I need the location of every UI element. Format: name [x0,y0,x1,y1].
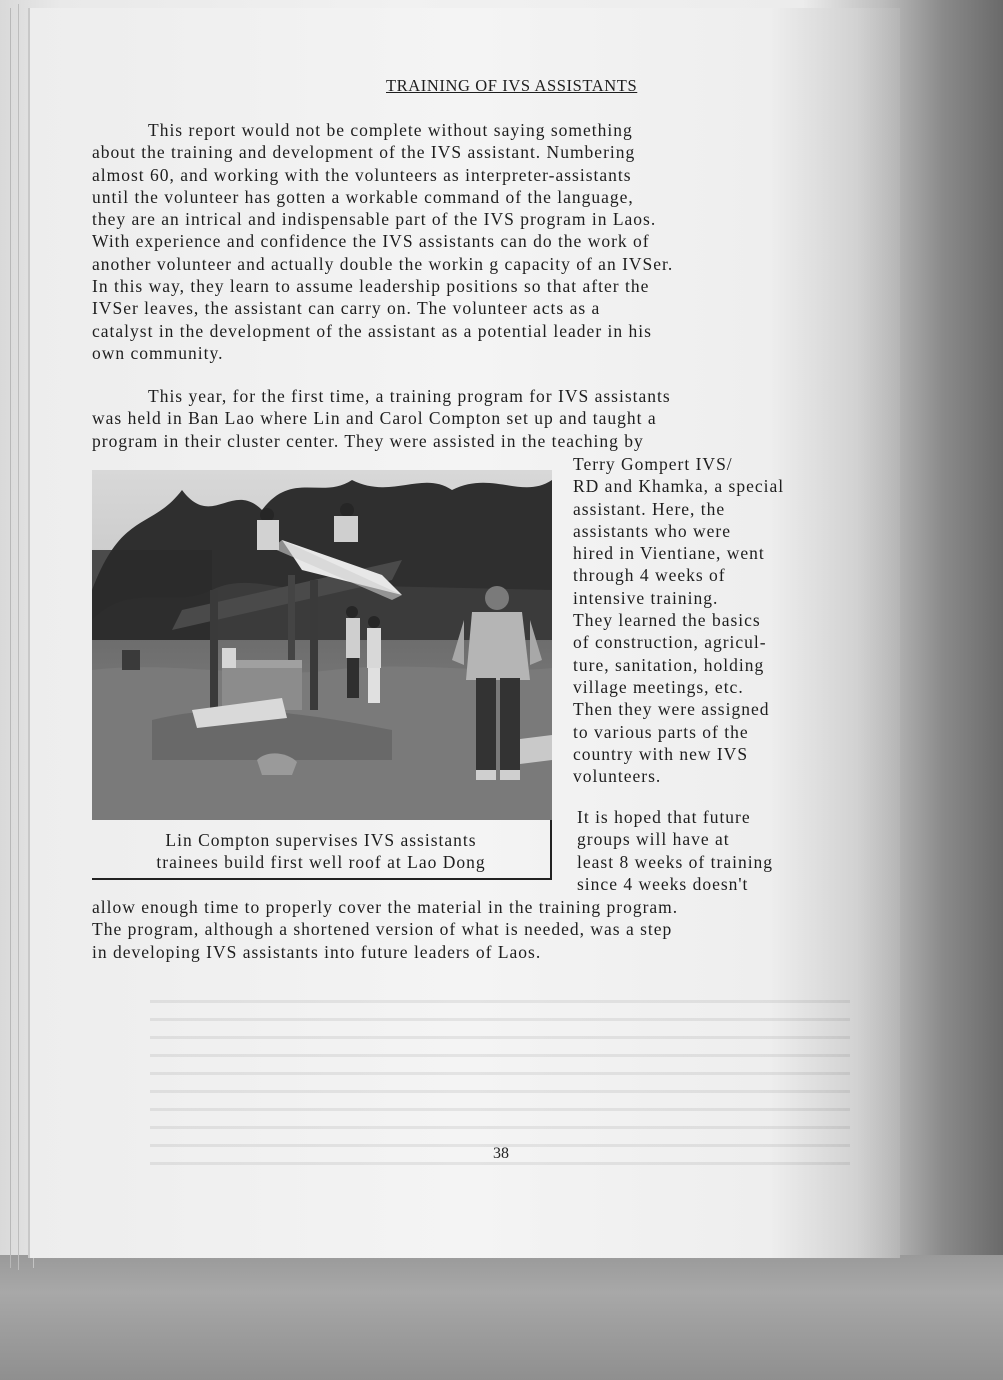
paragraph-line: This year, for the first time, a training program for IVS assistants [148,386,671,406]
paragraph-line: almost 60, and working with the volunteers as interpreter-assistants [92,164,632,185]
page-title: TRAINING OF IVS ASSISTANTS [386,76,638,95]
photo-well-roof-construction [92,470,552,820]
paragraph-line: catalyst in the development of the assistant as a potential leader in his [92,320,652,341]
paragraph-intro [92,119,673,364]
paragraph-line: assistants who were [573,520,732,541]
paragraph-line: RD and Khamka, a special [573,476,785,497]
paragraph-line: to various parts of the [573,721,749,742]
paragraph-line: they are an intrical and indispensable part of the IVS program in Laos. [92,209,657,230]
paragraph-line: The program, although a shortened version of what is needed, was a step [92,919,673,940]
paragraph-line: another volunteer and actually double the workin g capacity of an IVSer. [92,253,674,274]
paragraph-line: until the volunteer has gotten a workable command of the language, [92,186,634,207]
paragraph-line: groups will have at [577,829,730,850]
paragraph-line: Terry Gompert IVS/ [573,454,733,474]
paragraph-line: own community. [92,342,224,363]
page-number: 38 [493,1145,509,1162]
paragraph-line: through 4 weeks of [573,565,726,586]
paragraph-line: hired in Vientiane, went [573,543,765,564]
paragraph-line: in developing IVS assistants into future leaders of Laos. [92,941,542,962]
paragraph-line: Then they were assigned [573,699,770,720]
paragraph-line: about the training and development of the IVS assistant. Numbering [92,142,636,163]
scanner-bed-shadow [0,1255,1003,1380]
paragraph-line: country with new IVS [573,743,749,764]
paragraph-line: With experience and confidence the IVS assistants can do the work of [92,231,650,252]
paragraph-line: since 4 weeks doesn't [577,873,749,894]
photo-illustration [92,470,552,820]
photo-caption-box [92,820,552,880]
paragraph-line: was held in Ban Lao where Lin and Carol Compton set up and taught a [92,408,657,429]
paragraph-line: volunteers. [573,766,662,787]
paragraph-training [92,385,671,452]
paragraph-line: This report would not be complete without saying something [148,120,633,140]
paragraph-line: intensive training. [573,587,719,608]
photo-caption-line: Lin Compton supervises IVS assistants [165,830,477,850]
side-column-text-continued [577,806,773,895]
paragraph-line: It is hoped that future [577,807,751,827]
paragraph-line: They learned the basics [573,610,761,631]
paragraph-line: program in their cluster center. They were assisted in the teaching by [92,430,644,451]
paragraph-line: In this way, they learn to assume leadership positions so that after the [92,276,650,297]
paragraph-line: ture, sanitation, holding [573,654,765,675]
paragraph-line: of construction, agricul- [573,632,767,653]
paragraph-line: assistant. Here, the [573,498,726,519]
side-column-text [573,453,784,787]
paragraph-conclusion [92,896,678,963]
paragraph-line: IVSer leaves, the assistant can carry on. The volunteer acts as a [92,298,601,319]
paragraph-line: least 8 weeks of training [577,851,774,872]
photo-caption-line: trainees build first well roof at Lao Dong [156,852,486,872]
paragraph-line: allow enough time to properly cover the material in the training program. [92,897,679,917]
paragraph-line: village meetings, etc. [573,676,744,697]
